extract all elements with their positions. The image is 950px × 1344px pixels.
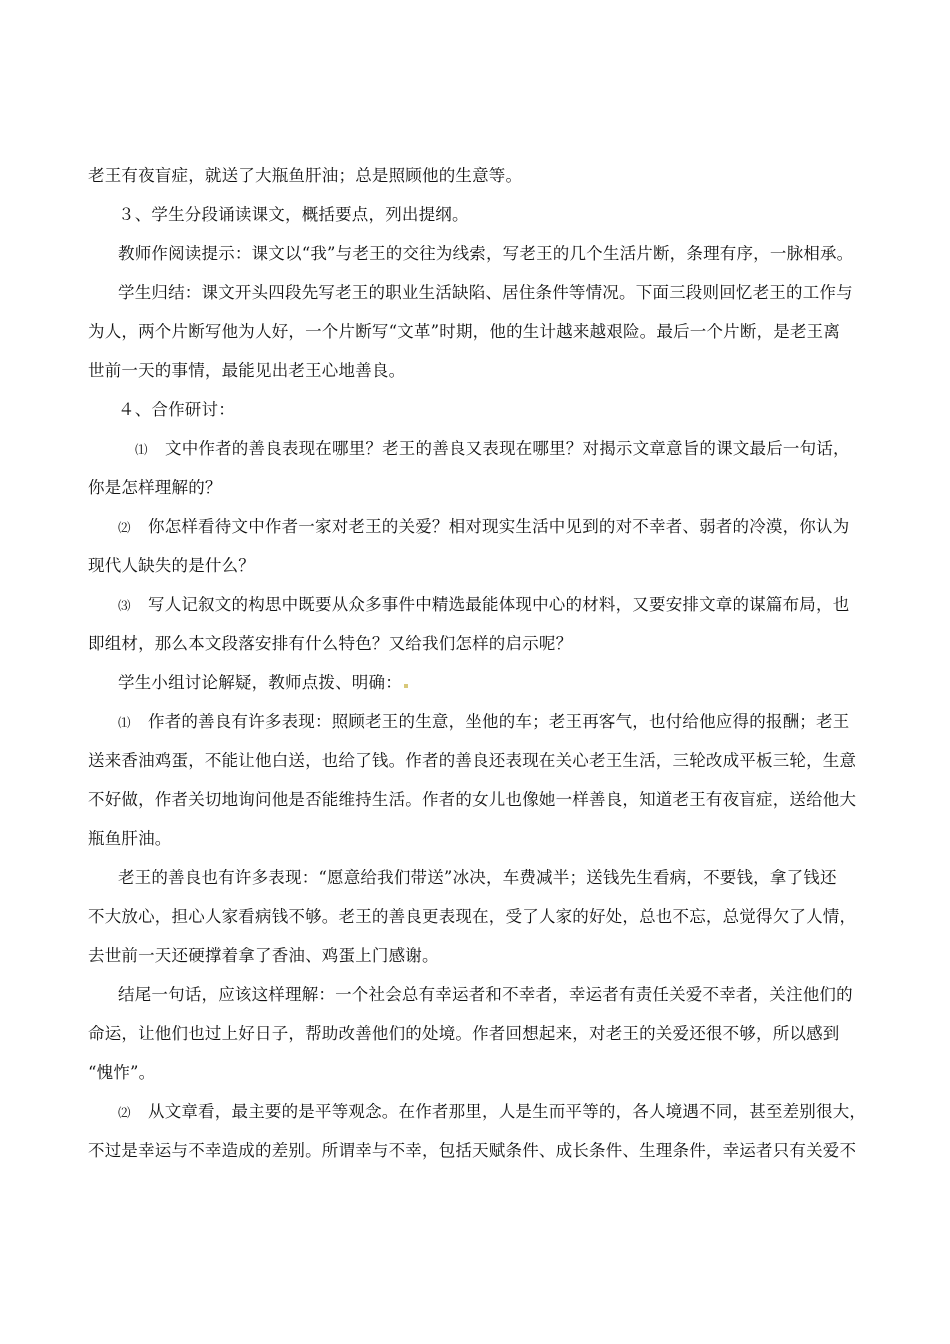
answer-line: 不过是幸运与不幸造成的差别。所谓幸与不幸，包括天赋条件、成长条件、生理条件，幸运者只有关爱不 — [88, 1141, 857, 1160]
paragraph-line: 学生归结：课文开头四段先写老王的职业生活缺陷、居住条件等情况。下面三段则回忆老王的工作与 — [118, 283, 853, 302]
answer-line — [118, 711, 908, 734]
question-number: ⑶ — [118, 598, 131, 613]
answer-line: 老王的善良也有许多表现：“愿意给我们带送”冰决，车费减半；送钱先生看病，不要钱，拿了钱还 — [118, 868, 837, 887]
section-heading: ３、学生分段诵读课文，概括要点，列出提纲。 — [118, 205, 469, 224]
paragraph-line: 教师作阅读提示：课文以“我”与老王的交往为线索，写老王的几个生活片断，条理有序，一脉相承。 — [118, 244, 854, 263]
answer-line: 命运，让他们也过上好日子，帮助改善他们的处境。作者回想起来，对老王的关爱还很不够，所以感到 — [88, 1024, 840, 1043]
paragraph-line: 老王有夜盲症，就送了大瓶鱼肝油；总是照顾他的生意等。 — [88, 166, 523, 185]
question-text: 你怎样看待文中作者一家对老王的关爱？相对现实生活中见到的对不幸者、弱者的冷漠，你认为 — [148, 517, 850, 536]
question-text: 写人记叙文的构思中既要从众多事件中精选最能体现中心的材料，又要安排文章的谋篇布局，也 — [148, 595, 850, 614]
answer-number: ⑴ — [118, 715, 131, 730]
question-number: ⑵ — [118, 520, 131, 535]
scan-mark — [404, 684, 408, 688]
question-line: 即组材，那么本文段落安排有什么特色？又给我们怎样的启示呢？ — [88, 634, 573, 653]
paragraph-line — [118, 672, 908, 694]
answer-line: 结尾一句话，应该这样理解：一个社会总有幸运者和不幸者，幸运者有责任关爱不幸者，关注他们的 — [118, 985, 853, 1004]
paragraph-line: 为人，两个片断写他为人好，一个片断写“文革”时期，他的生计越来越艰险。最后一个片断，是老王离 — [88, 322, 841, 341]
answer-text: 作者的善良有许多表现：照顾老王的生意，坐他的车；老王再客气，也付给他应得的报酬；老王 — [148, 712, 850, 731]
answer-line: 送来香油鸡蛋，不能让他白送，也给了钱。作者的善良还表现在关心老王生活，三轮改成平板三轮，生意 — [88, 751, 857, 770]
answer-text: 从文章看，最主要的是平等观念。在作者那里，人是生而平等的，各人境遇不同，甚至差别很大， — [148, 1102, 867, 1121]
question-text: 文中作者的善良表现在哪里？老王的善良又表现在哪里？对揭示文章意旨的课文最后一句话， — [165, 439, 850, 458]
answer-line: 不大放心，担心人家看病钱不够。老王的善良更表现在，受了人家的好处，总也不忘，总觉得欠了人情， — [88, 907, 857, 926]
answer-line — [118, 1101, 908, 1124]
section-heading: ４、合作研讨： — [118, 400, 235, 419]
question-line — [118, 594, 908, 617]
paragraph-text: 学生小组讨论解疑，教师点拨、明确： — [118, 673, 402, 692]
question-line — [135, 438, 925, 461]
question-line: 你是怎样理解的？ — [88, 478, 222, 497]
question-number: ⑴ — [135, 442, 148, 457]
answer-line: 去世前一天还硬撑着拿了香油、鸡蛋上门感谢。 — [88, 946, 439, 965]
answer-line: “愧怍”。 — [88, 1063, 156, 1082]
answer-line: 不好做，作者关切地询问他是否能维持生活。作者的女儿也像她一样善良，知道老王有夜盲症，送给他大 — [88, 790, 857, 809]
question-line: 现代人缺失的是什么？ — [88, 556, 255, 575]
answer-number: ⑵ — [118, 1105, 131, 1120]
question-line — [118, 516, 908, 539]
paragraph-line: 世前一天的事情，最能见出老王心地善良。 — [88, 361, 406, 380]
answer-line: 瓶鱼肝油。 — [88, 829, 172, 848]
